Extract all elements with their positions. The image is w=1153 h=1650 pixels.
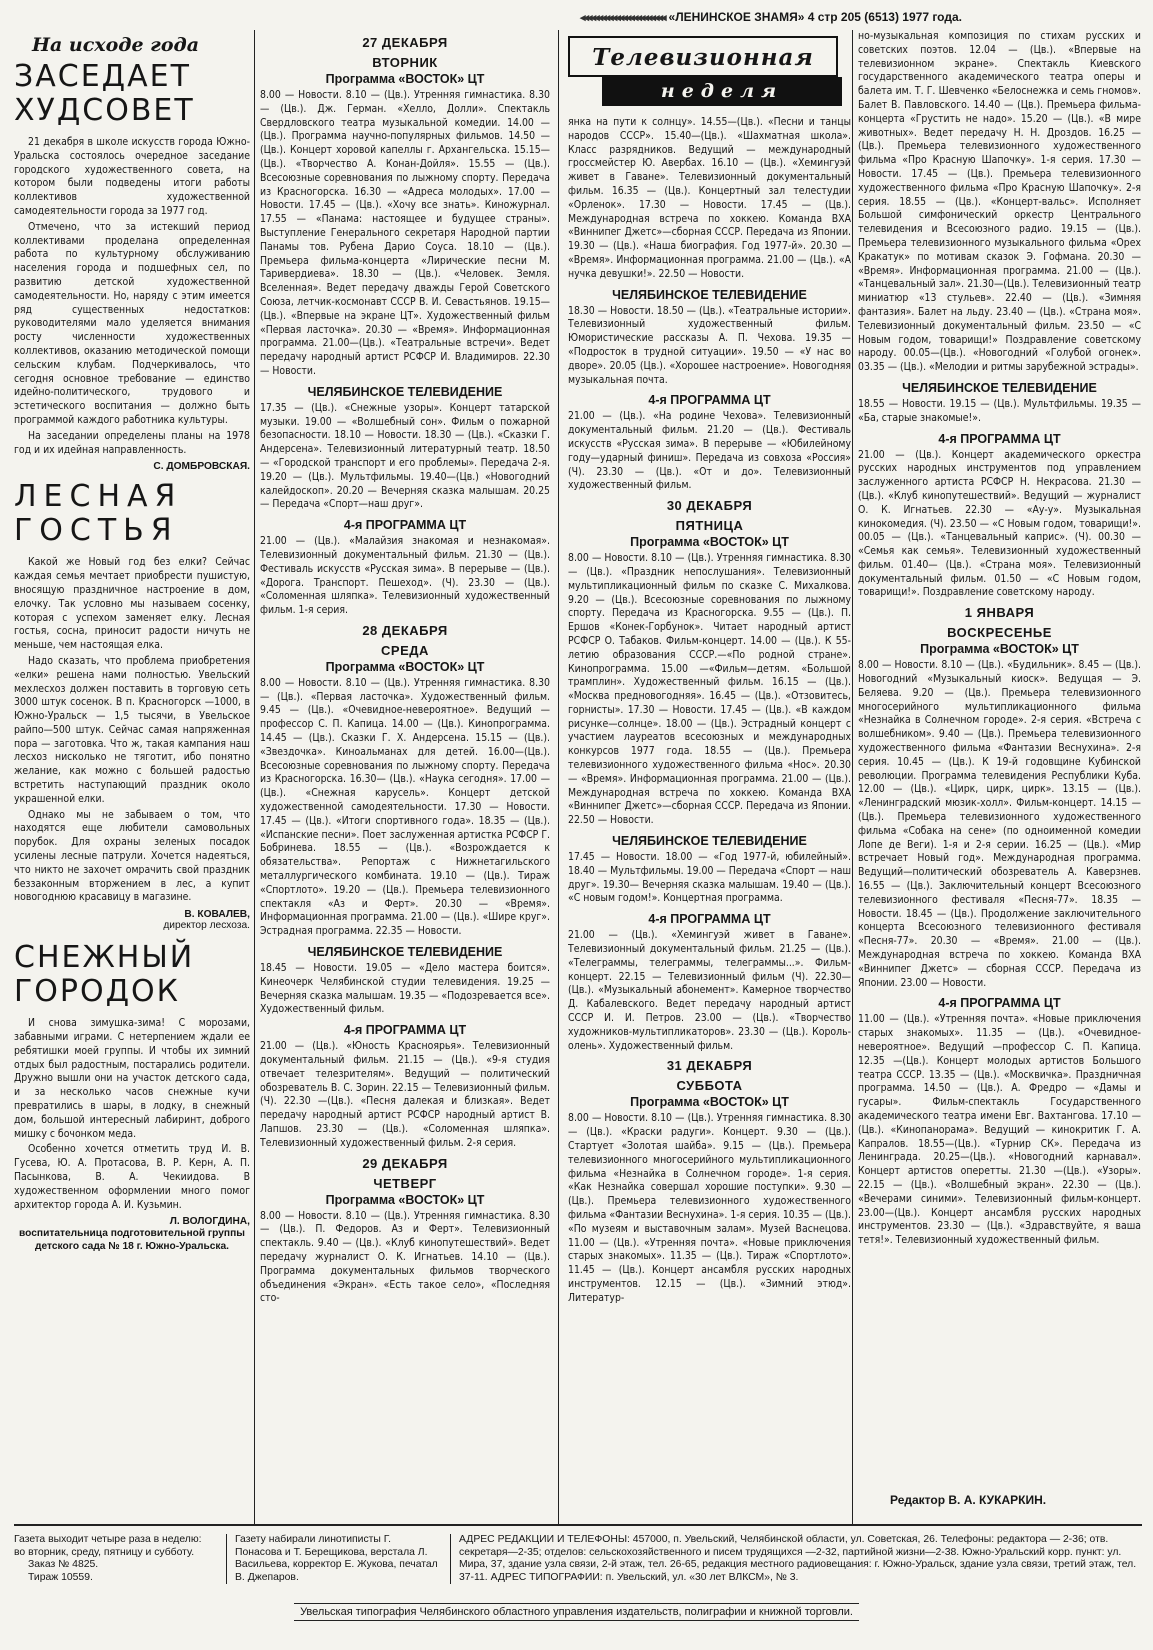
imprint-footer	[14, 1524, 1142, 1600]
day-heading: 31 ДЕКАБРЯ	[666, 1058, 753, 1074]
printer-text: Увельская типография Челябинского областного управления издательств, полиграфии и книжной торговли.	[294, 1603, 859, 1621]
schedule-text: 21.00 — (Цв.). «Хемингуэй живет в Гаване». Телевизионный документальный фильм. 21.25 — (Цв.). «Телеграммы, телеграммы, телеграммы...». Фильм-концерт. 22.15 — Телевизионный фильм (Ч). 22.30— (Цв.). «Музыкальный абонемент». Камерное творчество Д. Кабалевского. Ведет передачу народный артист СССР И. И. Петров. 23.00 — (Цв.). «Творчество художников-мультипликаторов». 23.30 — (Цв.). Король-олень». Художественный фильм.	[568, 929, 851, 1052]
order-number: Заказ № 4825.	[28, 1559, 99, 1571]
printer-line	[0, 1606, 1153, 1618]
article-lesnaya-gostya	[14, 480, 250, 931]
channel-heading: ЧЕЛЯБИНСКОЕ ТЕЛЕВИДЕНИЕ	[902, 380, 1097, 395]
program-heading: Программа «ВОСТОК» ЦТ	[630, 1095, 789, 1110]
signature-title: воспитательница подготовительной группы детского сада № 18 г. Южно-Уральска.	[19, 1228, 245, 1253]
article-body	[14, 1017, 250, 1212]
schedule-text: но-музыкальная композиция по стихам русских и советских поэтов. 12.04 — (Цв.). «Впервые на телевизионном экране». Спектакль Киевского государственного академического театра оперы и балета им. Т. Г. Шевченко «Белоснежка и семь гномов». Балет В. Павловского. 14.40 — (Цв.). Премьера фильма-концерта «Грустить не надо». 15.20 — (Цв.). «В мире животных». Ведет передачу Н. Н. Дроздов. 16.25 — (Цв.). Премьера телевизионного художественного фильма «Про Красную Шапочку». 1-я серия. 17.30 — Новости. 17.45 — (Цв.). Премьера телевизионного художественного фильма «Про Красную Шапочку». 2-я серия. 18.55 — (Цв.). «Концерт-вальс». Исполняет Большой симфонический оркестр Центрального телевидения и Всесоюзного радио. 19.15 — (Цв.). Премьера телевизионного музыкального фильма «Орех Кракатук» по мотивам сказок Э. Гофмана. 20.30 — «Время». Информационная программа. 21.00 — (Цв.). «Танцевальный зал». 21.30—(Цв.). Телевизионный театр миниатюр «13 стульев». 22.40 — (Цв.). «Зимняя фантазия». Балет на льду. 23.40 — (Цв.). «Страна моя». Телевизионный документальный фильм. 23.50 — «С Новым годом, товарищи!» Поздравление советскому народу. 00.05—(Цв.). «Новогодний «Голубой огонек». 03.35 — (Цв.). «Мелодии и ритмы зарубежной эстрады».	[858, 30, 1141, 374]
program-heading: Программа «ВОСТОК» ЦТ	[325, 1192, 485, 1207]
logo-title: Телевизионная	[568, 36, 838, 77]
article-signature: Л. ВОЛОГДИНА,	[169, 1216, 250, 1228]
day-heading: 30 ДЕКАБРЯ	[666, 498, 753, 514]
channel-heading: 4-я ПРОГРАММА ЦТ	[343, 1023, 467, 1038]
weekday-heading: ВТОРНИК	[372, 55, 438, 70]
day-heading: 27 ДЕКАБРЯ	[362, 35, 448, 50]
schedule-text: 8.00 — Новости. 8.10 — (Цв.). Утренняя гимнастика. 8.30 — (Цв.). П. Федоров. Аз и Ферт». Телевизионный спектакль. 9.40 — (Цв.). «Клуб кинопутешествий». Ведет передачу журналист О. К. Игнатьев. 14.10 — (Цв.). Программа документальных фильмов творческого объединения «Экран». «Есть такое село», «Последняя сто-	[260, 1209, 550, 1305]
article-headline: ЗАСЕДАЕТ ХУДСОВЕТ	[14, 59, 195, 128]
schedule-text: 18.55 — Новости. 19.15 — (Цв.). Мультфильмы. 19.35 — «Ба, старые знакомые!».	[858, 397, 1141, 424]
channel-heading: 4-я ПРОГРАММА ЦТ	[648, 393, 771, 408]
editorial-address: АДРЕС РЕДАКЦИИ И ТЕЛЕФОНЫ: 457000, п. Увельский, Челябинской области, ул. Советская, 26. Телефоны: редактора — 2-36; отв. секретаря—2-35; отделов: сельскохозяйственного и писем трудящихся —2-32, партийной жизни—2-38. Южно-Уральский корр. пункт: ул. Мира, 37, здание узла связи, 2-й этаж, тел. 26-65, редакция местного радиовещания: г. Южно-Уральск, здание узла связи, третий этаж, тел. 37-11. АДРЕС ТИПОГРАФИИ: п. Увельский, ул. «30 лет ВЛКСМ», № 3.	[450, 1534, 1142, 1584]
weekday-heading: СУББОТА	[676, 1078, 743, 1094]
article-signature: В. КОВАЛЕВ,	[184, 909, 250, 921]
program-heading: Программа «ВОСТОК» ЦТ	[920, 642, 1079, 657]
day-heading: 29 ДЕКАБРЯ	[362, 1155, 448, 1171]
channel-heading: ЧЕЛЯБИНСКОЕ ТЕЛЕВИДЕНИЕ	[307, 945, 503, 960]
schedule-text: 18.45 — Новости. 19.05 — «Дело мастера боится». Кинеочерк Челябинской студии телевидения. 19.25 — Вечерняя сказка малышам. 19.35 — «Подозревается все». Художественный фильм.	[260, 962, 550, 1016]
staff-credits: Газету набирали линотиписты Г. Понасова и Т. Берещикова, верстала Л. Васильева, корректор Е. Жукова, печатал В. Джепаров.	[226, 1534, 440, 1584]
paragraph: Однако мы не забываем о том, что находятся еще любители самовольных порубок. Для охраны зеленых посадок усилены лесные патрули. Хочется надеяться, что никто не захочет омрачить свой праздник беззаконным вторжением в лес, а купит новогоднюю красавицу в магазине.	[14, 808, 250, 904]
channel-heading: 4-я ПРОГРАММА ЦТ	[648, 912, 771, 927]
schedule-text: 18.30 — Новости. 18.50 — (Цв.). «Театральные истории». Телевизионный художественный фильм. Юмористические рассказы А. П. Чехова. 19.35 — «Подросток в трудной ситуации». 19.50 — «У нас во дворе». 20.05 (Цв.). «Хорошее настроение». Новогодняя музыкальная почта.	[568, 304, 851, 386]
paragraph: Особенно хочется отметить труд И. В. Гусева, Ю. А. Протасова, В. Р. Керн, А. П. Пасынкова, В. А. Чекиидова. В художественном оформлении много помог архитектор города А. И. Кузьмин.	[14, 1143, 250, 1211]
article-headline: СНЕЖНЫЙ ГОРОДОК	[14, 940, 195, 1010]
paragraph: Отмечено, что за истекший период коллективами проделана определенная работа по культурному обслуживанию населения города и подшефных сел, по развитию детской художественной самодеятельности. Но, наряду с этим имеется ряд существенных недостатков: руководителями мало уделяется внимания росту численности художественных коллективов, оказанию методической помощи сельским клубам. Подчеркивалось, что сегодня основное требование — единство идейно-политического, трудового и эстетического воспитания — должно быть программой каждого работника культуры.	[14, 220, 250, 426]
schedule-text: 8.00 — Новости. 8.10 — (Цв.). Утренняя гимнастика. 8.30 — (Цв.). Дж. Герман. «Хелло, Долли». Спектакль Свердловского театра музыкальной комедии. 14.00 — (Цв.). Программа научно-популярных фильмов. 14.50 — (Цв.). Концерт хоровой капеллы г. Архангельска. 15.15—(Цв.). «Творчество А. Конан-Дойля». 15.55 — (Цв.). Всесоюзные соревнования по лыжному спорту. Передача из Красногорска. 16.30 — «Адреса молодых». 17.00 — Новости. 17.45 — (Цв.). «Хочу все знать». Киножурнал. 17.55 — «Панама: настоящее и будущее страны». Выступление Генерального секретаря Народной партии Панамы тов. Рубена Дарио Соуса. 18.10 — (Цв.). Премьера фильма-концерта «Лирические песни М. Таривердиева». 18.30 — (Цв.). «Человек. Земля. Вселенная». Ведет передачу дважды Герой Советского Союза, летчик-космонавт СССР В. И. Севастьянов. 19.15—(Цв.). «Впервые на экране ЦТ». Художественный фильм «Первая ласточка». 20.30 — «Время». Информационная программа. 21.00—(Цв.). «Театральные встречи». Ведет передачу народный артист РСФСР И. Владимиров. 22.30 — Новости.	[260, 89, 550, 377]
paragraph: 21 декабря в школе искусств города Южно-Уральска состоялось очередное заседание городского художественного совета, на котором были подведены итоги работы коллективов художественной самодеятельности города за 1977 год.	[14, 136, 250, 217]
column-tv-schedule-1	[260, 30, 550, 1520]
tv-week-logo	[568, 36, 838, 106]
paragraph: На заседании определены планы на 1978 год и их идейная направленность.	[14, 429, 250, 456]
article-kicker: На исходе года	[32, 34, 200, 56]
paragraph: Какой же Новый год без елки? Сейчас каждая семья мечтает приобрести пушистую, вносящую праздничное настроение в дом, елочку. Так условно мы называем сосенку, которая с успехом заменяет елку. Лесная гостья, сосна, приносит радости ничуть не меньше, чем настоящая елка.	[14, 556, 250, 652]
column-rule	[558, 30, 559, 1525]
schedule-text: 17.35 — (Цв.). «Снежные узоры». Концерт татарской музыки. 19.00 — «Волшебный сон». Фильм о пожарной безопасности. 18.10 — Новости. 18.30 — (Цв.). «Сказки Г. Андерсена». Телевизионный литературный театр. 18.50 — «Городской транспорт и его проблемы». Передача 2-я. 19.20 — (Цв.). Мультфильмы. 19.40—(Цв.) «Новогодний калейдоскоп». 20.20 — Вечерняя сказка малышам. 20.25 — Передача «Спорт—наш друг».	[260, 401, 550, 511]
column-rule	[852, 30, 853, 1525]
channel-heading: ЧЕЛЯБИНСКОЕ ТЕЛЕВИДЕНИЕ	[612, 287, 807, 302]
program-heading: Программа «ВОСТОК» ЦТ	[325, 72, 485, 86]
signature-title: директор лесхоза.	[163, 920, 250, 932]
channel-heading: 4-я ПРОГРАММА ЦТ	[343, 518, 467, 533]
day-heading: 28 ДЕКАБРЯ	[362, 622, 448, 638]
schedule-text: 11.00 — (Цв.). «Утренняя почта». «Новые приключения старых знакомых». 11.35 — (Цв.). «Очевидное-невероятное». Ведущий —профессор С. П. Капица. 12.35 —(Цв.). Концерт молодых артистов Большого театра СССР. 13.35 — (Цв.). «Москвичка». Праздничная программа. 14.50 — (Цв.). А. Фредро — «Дамы и гусары». Фильм-спектакль Государственного академического театра имени Евг. Вахтангова. 17.10 — (Цв.). «Кинопанорама». Ведущий — кинокритик Г. А. Капралов. 18.55—(Цв.). «Турнир СК». Передача из Ленинграда. 20.25—(Цв.). «Новогодний карнавал». Концерт артистов оперетты. 21.30 —(Цв.). «Узоры». 22.15 — (Цв.). «Волшебный экран». 22.30 — (Цв.). «Вечерами синими». Телевизионный фильм-концерт. 23.00—(Цв.). Концерт ансамбля русских народных инструментов. 23.30 — (Цв.). «Здравствуйте, я ваша тетя!». Телевизионный художественный фильм.	[858, 1013, 1141, 1247]
masthead-title: «ЛЕНИНСКОЕ ЗНАМЯ» 4 стр 205 (6513) 1977 года.	[668, 10, 962, 24]
schedule-text: 8.00 — Новости. 8.10 — (Цв.). «Будильник». 8.45 — (Цв.). Новогодний «Музыкальный киоск». Ведущая — Э. Беляева. 9.20 — (Цв.). Премьера телевизионного многосерийного мультипликационного фильма «Незнайка в Солнечном городе». 2-я серия. «Встреча с волшебником». 9.40 — (Цв.). Премьера телевизионного художественного фильма «Фантазии Веснухина». 2-я серия. 10.45 — (Цв.). К 19-й годовщине Кубинской революции. Программа телевидения Республики Куба. 12.00 — (Цв.). «Цирк, цирк, цирк». 13.15 — (Цв.). «Ленинградский мюзик-холл». Фильм-концерт. 14.15 — (Цв.). Премьера телевизионного художественного фильма «Собака на сене» (по одноименной комедии Лопе де Веги). 1-я и 2-я серии. 16.25 — (Цв.). «Мир встречает Новый год». Международная программа. Ведущий—политический обозреватель А. Каверзнев. 16.55 — (Цв.). Заключительный концерт Всесоюзного телевизионного фестиваля «Песня-77». 18.35 —Новости. 18.45 — (Цв.). Продолжение заключительного концерта Всесоюзного телевизионного фестиваля «Песня-77». 20.30 — «Время». 21.00 — (Цв.). Международная встреча по хоккею. Команда ВХА «Виннипег Джетс» — сборная СССР. Передача из Японии. 23.00 — Новости.	[858, 659, 1141, 989]
weekday-heading: ВОСКРЕСЕНЬЕ	[947, 625, 1052, 641]
article-hudsovet	[14, 34, 250, 472]
schedule-text: 8.00 — Новости. 8.10 — (Цв.). Утренняя гимнастика. 8.30 — (Цв.). «Краски радуги». Концерт. 9.30 — (Цв.). Стартует «Золотая шайба». 9.15 — (Цв.). Премьера телевизионного многосерийного мультипликационного фильма «Незнайка в Солнечном городе». 1-я серия. «Как Незнайка совершал хорошие поступки». 9.30 — (Цв.). Премьера телевизионного художественного фильма «Фантазии Веснухина». 1-я серия. 10.35 — (Цв.). «По музеям и выставочным залам». Музей Васнецова. 11.00 — (Цв.). «Утренняя почта». «Новые приключения старых знакомых». 11.35 — (Цв.). Тираж «Спортлото». 11.45 — (Цв.). Концерт ансамбля русских народных инструментов. 12.15 — (Цв.). «Зимний этюд». Литератур-	[568, 1112, 851, 1304]
logo-subtitle: неделя	[602, 77, 842, 106]
schedule-text: 21.00 — (Цв.). «Малайзия знакомая и незнакомая». Телевизионный документальный фильм. 21.30 — (Цв.). Фестиваль искусств «Русская зима». В перерыве — (Цв.). «Дорога. Транспорт. Пешеход». (Ч). 23.30 — (Цв.). «Соломенная шляпка». Телевизионный художественный фильм. 1-я серия.	[260, 535, 550, 617]
channel-heading: 4-я ПРОГРАММА ЦТ	[938, 996, 1061, 1011]
schedule-text: 8.00 — Новости. 8.10 — (Цв.). Утренняя гимнастика. 8.30 — (Цв.). «Праздник непослушания». Телевизионный мультипликационный фильм по сказке С. Михалкова. 9.20 — (Цв.). Всесоюзные соревнования по лыжному спорту. Передача из Красногорска. 9.55 — (Цв.). П. Ершов «Конек-Горбунок». Читает народный артист РСФСР О. Табаков. Фильм-концерт. 14.00 — (Цв.). К 55-летию образования СССР.—«По родной стране». Кинопрограмма. 15.00 —«Фильм—детям. «Большой трамплин». Художественный фильм. 16.15 — (Цв.). «Москва предновогодняя». 16.45 — (Цв.). «Отзовитесь, горнисты». 17.30 — Новости. 17.45 — (Цв.). «В каждом рисунке—солнце». 18.00 — (Цв.). Эстрадный концерт с участием лауреатов всесоюзных и международных конкурсов 1977 года. 18.55 — (Цв.). Премьера телевизионного художественного фильма «Нос». 20.30 — «Время». Информационная программа. 21.00 — (Цв.). Международная встреча по хоккею. Команда ВХА «Виннипег Джетс»—сборная СССР. Передача из Японии. 22.50 — Новости.	[568, 552, 851, 827]
paragraph: Надо сказать, что проблема приобретения «елки» решена нами полностью. Увельский мехлесхоз должен поставить в торговую сеть 3000 штук сосенок. В п. Красногорск —1000, в Южно-Уральск — 1,5 тысячи, в Увельское райпо—500 штук. Сейчас самая напряженная пора — заготовка. Что ж, такая кампания наш лесхоз нисколько не тяготит, ибо понятно желание, как можно с большей радостью встретить наступающий праздник около украшенной елки.	[14, 654, 250, 805]
publication-schedule: Газета выходит четыре раза в неделю: во вторник, среду, пятницу и субботу.	[14, 1534, 202, 1558]
article-signature: С. ДОМБРОВСКАЯ.	[153, 461, 250, 473]
column-tv-schedule-3	[858, 30, 1141, 1520]
article-headline: ЛЕСНАЯ ГОСТЬЯ	[14, 479, 183, 549]
weekday-heading: ПЯТНИЦА	[675, 518, 744, 534]
program-heading: Программа «ВОСТОК» ЦТ	[325, 659, 485, 674]
channel-heading: 4-я ПРОГРАММА ЦТ	[938, 431, 1061, 446]
weekday-heading: ЧЕТВЕРГ	[373, 1175, 437, 1191]
schedule-text: 21.00 — (Цв.). Концерт академического оркестра русских народных инструментов под управлением заслуженного артиста РСФСР Н. Некрасова. 21.30 — (Цв.). «Клуб кинопутешествий». Ведущий — журналист О. К. Игнатьев. 22.30 — «Ау-у». Музыкальная кинокомедия. (Ч). 23.50 — «С Новым годом, товарищи!». 00.05 — (Цв.). «Танцевальный каприс». (Ч). 00.30 — «Семья как семья». Телевизионный художественный фильм. 01.40— (Цв.). «Страна моя». Телевизионный документальный фильм. 01.50 — «С Новым годом, товарищи!». Поздравление советскому народу.	[858, 448, 1141, 599]
article-body	[14, 556, 250, 905]
publication-info	[14, 1534, 214, 1584]
program-heading: Программа «ВОСТОК» ЦТ	[630, 535, 789, 550]
column-rule	[254, 30, 255, 1525]
article-snezhny-gorodok	[14, 941, 250, 1253]
channel-heading: ЧЕЛЯБИНСКОЕ ТЕЛЕВИДЕНИЕ	[307, 384, 503, 399]
day-heading: 1 ЯНВАРЯ	[964, 605, 1035, 621]
masthead: ◂◂◂◂◂◂◂◂◂◂◂◂◂◂◂◂◂◂◂◂◂◂◂◂ «ЛЕНИНСКОЕ ЗНАМЯ» 4 стр 205 (6513) 1977 года.	[580, 10, 962, 24]
channel-heading: ЧЕЛЯБИНСКОЕ ТЕЛЕВИДЕНИЕ	[612, 834, 807, 849]
schedule-text: 17.45 — Новости. 18.00 — «Год 1977-й, юбилейный». 18.40 — Мультфильмы. 19.00 — Передача «Спорт — наш друг». 19.30— Вечерняя сказка малышам. 19.40 — (Цв.). «С новым годом!». Концертная программа.	[568, 851, 851, 905]
circulation: Тираж 10559.	[28, 1571, 93, 1583]
weekday-heading: СРЕДА	[381, 642, 429, 658]
schedule-text: 21.00 — (Цв.). «На родине Чехова». Телевизионный документальный фильм. 21.20 — (Цв.). Фестиваль искусств «Русская зима». В перерыве — «Юбилейному году—ударный финиш». Передача из совхоза «Россия» (Ч). 23.30 — (Цв.). «От и до». Телевизионный художественный фильм.	[568, 410, 851, 492]
schedule-text: 8.00 — Новости. 8.10 — (Цв.). Утренняя гимнастика. 8.30 — (Цв.). «Первая ласточка». Художественный фильм. 9.45 — (Цв.). «Очевидное-невероятное». Ведущий — профессор С. П. Капица. 14.00 — (Цв.). Кинопрограмма. 14.45 — (Цв.). Сказки Г. Х. Андерсена. 15.15 — (Цв.). «Звездочка». Киноальманах для детей. 16.00—(Цв.). Всесоюзные соревнования по лыжному спорту. Передача из Красногорска. 16.30— (Цв.). «Наука сегодня». 17.00 — (Цв.). «Снежная карусель». Концерт детской художественной самодеятельности. 17.30 — Новости. 17.45 — (Цв.). «Итоги спортивного года». 18.35 — (Цв.). «Испанские песни». Поет заслуженная артистка РСФСР Г. Бобринева. 18.55 — (Цв.). «Возрождается к обязательства». Репортаж с Нижнетагильского металлургического комбината. 19.10 — (Цв.). Тираж «Спортлото». 19.20 — (Цв.). Премьера телевизионного спектакля «Аз и Ферт». 20.30 — «Время». Информационная программа. 21.00 — (Цв.). «Шире круг». Эстрадная программа. 22.35 — Новости.	[260, 676, 550, 938]
column-tv-schedule-2	[568, 30, 851, 1520]
article-body	[14, 136, 250, 457]
schedule-text: янка на пути к солнцу». 14.55—(Цв.). «Песни и танцы народов СССР». 15.40—(Цв.). «Шахматная школа». Класс разрядников. Ведущий — международный гроссмейстер Ю. Авербах. 16.10 — (Цв.). «Хемингуэй живет в Гаване». Телевизионный документальный фильм. 16.35 — (Цв.). Концертный зал телестудии «Орленок». 17.30 — Новости. 17.45 — (Цв.). Международная встреча по хоккею. Команда ВХА «Виннипег Джетс»—сборная СССР. Передача из Японии. 19.30 — (Цв.). «Наша биография. Год 1977-й». 20.30 — «Время». Информационная программа. 21.00 — (Цв.). «А нучка девушки!». 22.50 — Новости.	[568, 116, 851, 280]
editor-credit: Редактор В. А. КУКАРКИН.	[890, 1493, 1047, 1507]
schedule-text: 21.00 — (Цв.). «Юность Красноярья». Телевизионный документальный фильм. 21.15 — (Цв.). «9-я студия отвечает телезрителям». Ведущий — политический обозреватель В. С. Зорин. 22.15 — Телевизионный фильм. (Ч). 22.30 —(Цв.). «Песня далекая и близкая». Ведет передачу народный артист РСФСР народный артист В. Лапшов. 23.30 — (Цв.). «Соломенная шляпка». Телевизионный художественный фильм. 2-я серия.	[260, 1040, 550, 1149]
paragraph: И снова зимушка-зима! С морозами, забавными играми. С нетерпением ждали ее ребятишки моей группы. И чтобы их зимний отдых был радостным, постарались родители. Дружно вышли они на участок детского сада, и за несколько часов снежные кучи превратились в шары, в лодку, в снежный дом, большой интересный лабиринт, доброго мишку с бочонком меда.	[14, 1017, 250, 1140]
column-articles	[14, 30, 250, 1520]
